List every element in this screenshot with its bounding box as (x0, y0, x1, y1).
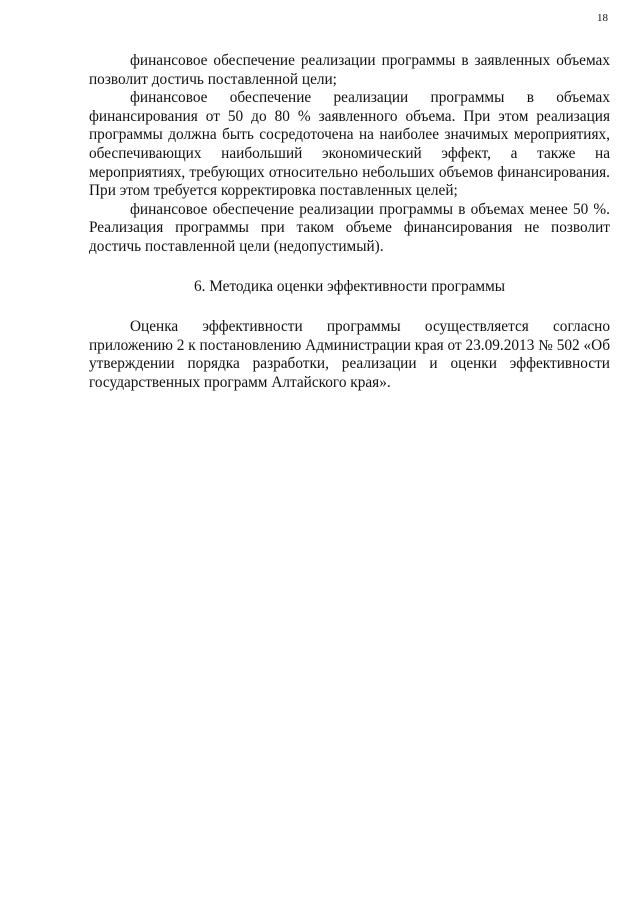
section-body-paragraph: Оценка эффективности программы осуществляется согласно приложению 2 к постановлению Администрации края от 23.09.2013 № 502 «Об утверждении порядка разработки, реализации и оценки эффективности государственных программ Алтайского края». (89, 318, 610, 391)
paragraph-partial-funding: финансовое обеспечение реализации программы в объемах финансирования от 50 до 80 % заявленного объема. При этом реализация программы должна быть сосредоточена на наиболее значимых мероприятиях, обеспечивающих наибольший экономический эффект, а также на мероприятиях, требующих относительно небольших объемов финансирования. При этом требуется корректировка поставленных целей; (89, 89, 610, 200)
page-number: 18 (597, 12, 608, 24)
paragraph-insufficient-funding: финансовое обеспечение реализации программы в объемах менее 50 %. Реализация программы при таком объеме финансирования не позволит достичь поставленной цели (недопустимый). (89, 200, 610, 255)
section-heading: 6. Методика оценки эффективности программы (193, 277, 506, 295)
paragraph-full-funding: финансовое обеспечение реализации программы в заявленных объемах позволит достичь поставленной цели; (89, 52, 610, 88)
document-body (89, 52, 610, 393)
